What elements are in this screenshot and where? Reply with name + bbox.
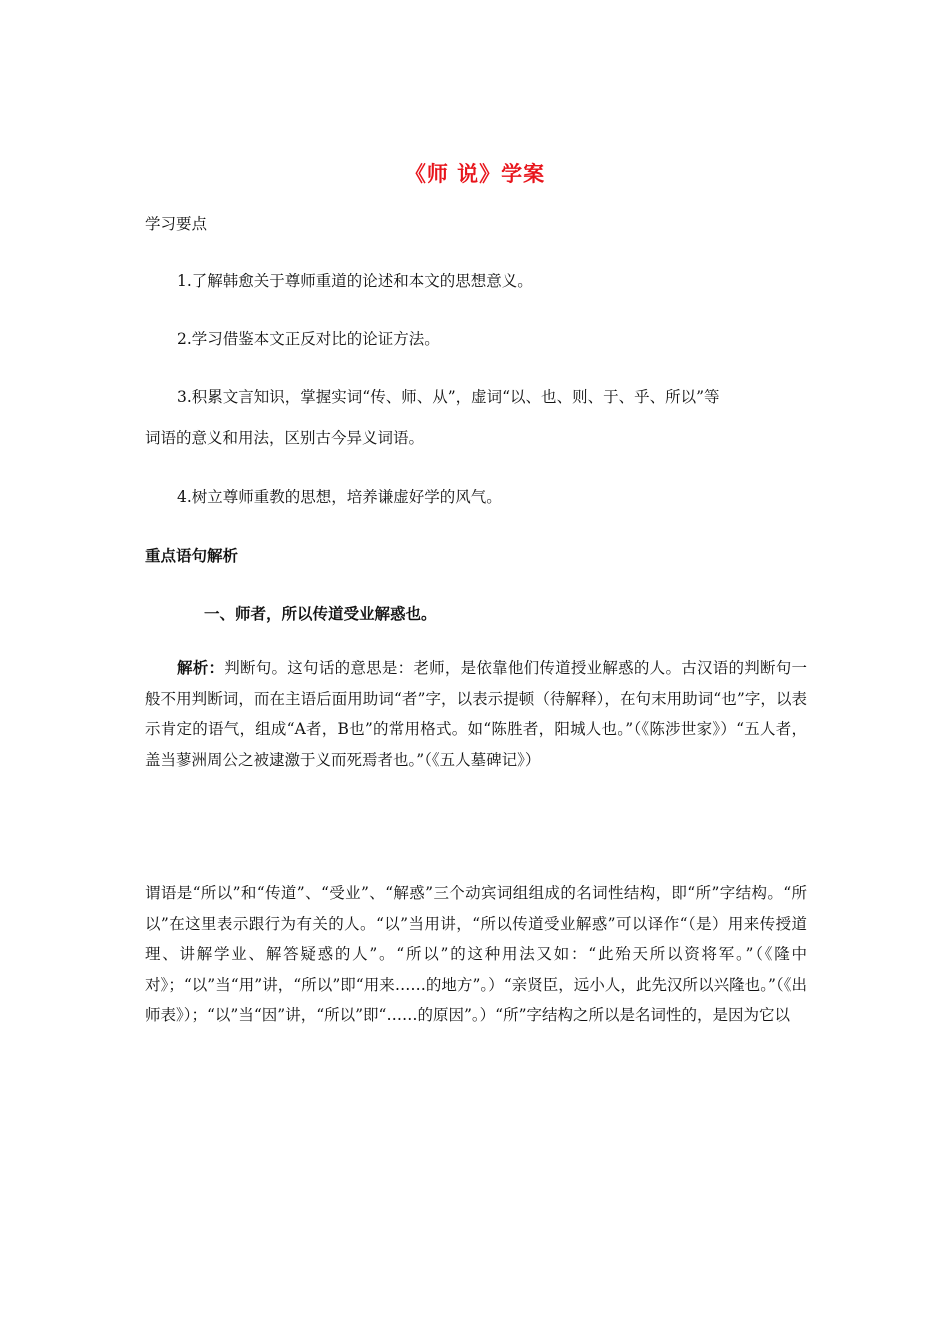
document-title: 《师 说》学案 — [404, 161, 546, 186]
study-point-2: 2.学习借鉴本文正反对比的论证方法。 — [177, 330, 440, 348]
study-point-3: 3.积累文言知识，掌握实词“传、师、从”，虚词“以、也、则、于、乎、所以”等 — [177, 388, 720, 406]
study-point-3-continued: 词语的意义和用法，区别古今异义词语。 — [145, 429, 425, 447]
analysis-paragraph — [145, 653, 807, 775]
section-heading-study-points: 学习要点 — [145, 215, 208, 233]
predicate-paragraph: 谓语是“所以”和“传道”、“受业”、“解惑”三个动宾词组组成的名词性结构，即“所”字结构。“所以”在这里表示跟行为有关的人。“以”当用讲，“所以传道受业解惑”可以译作“（是）用来传授道理、讲解学业、解答疑惑的人”。“所以”的这种用法又如：“此殆天所以资将军。”（《隆中对》；“以”当“用”讲，“所以”即“用来……的地方”。）“亲贤臣，远小人，此先汉所以兴隆也。”（《出师表》）；“以”当“因”讲，“所以”即“……的原因”。）“所”字结构之所以是名词性的，是因为它以 — [145, 884, 807, 1024]
section-heading-key-sentences: 重点语句解析 — [145, 546, 239, 565]
analysis-text: 判断句。这句话的意思是：老师，是依靠他们传道授业解惑的人。古汉语的判断句一般不用判断词，而在主语后面用助词“者”字，以表示提顿（待解释），在句末用助词“也”字，以表示肯定的语气，组成“A者，B也”的常用格式。如“陈胜者，阳城人也。”（《陈涉世家》）“五人者，盖当蓼洲周公之被逮激于义而死焉者也。”（《五人墓碑记》） — [145, 659, 807, 769]
study-point-1: 1.了解韩愈关于尊师重道的论述和本文的思想意义。 — [177, 272, 533, 290]
study-point-4: 4.树立尊师重教的思想，培养谦虚好学的风气。 — [177, 488, 502, 506]
analysis-label: 解析： — [177, 658, 225, 677]
key-sentence-heading: 一、师者，所以传道受业解惑也。 — [204, 604, 437, 623]
